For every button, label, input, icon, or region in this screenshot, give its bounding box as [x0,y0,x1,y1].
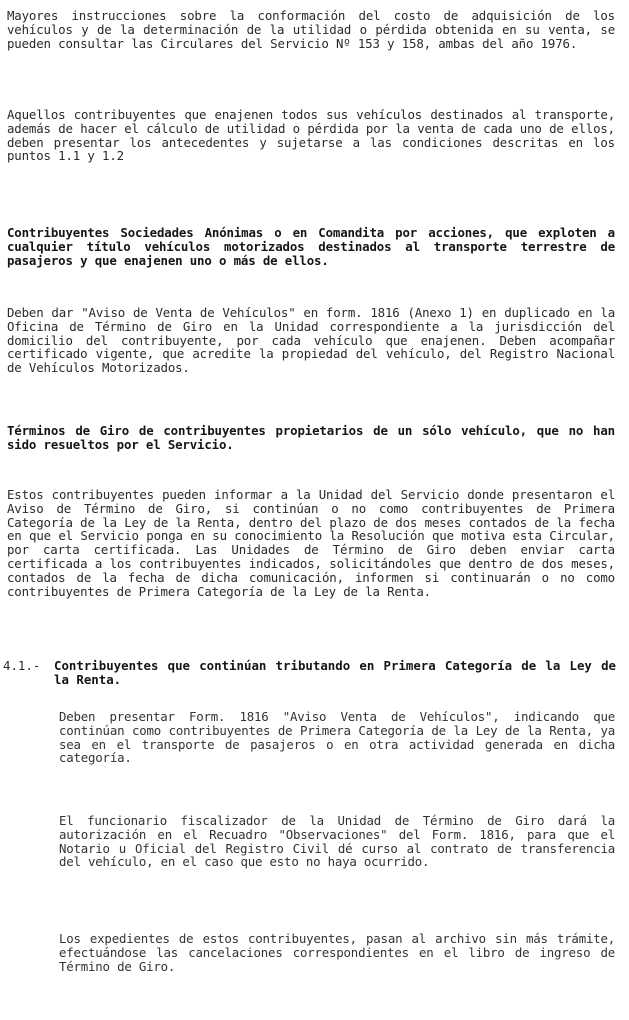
section-paragraph-funcionario-fiscalizador: El funcionario fiscalizador de la Unidad de Término de Giro dará la autorización en el Recuadro "Observaciones" del Form. 1816, para que el Notario u Oficial del Registro Civil dé curso al contrato de transferencia del vehículo, en el caso que esto no haya ocurrido. [59,813,615,870]
section-paragraph-form-1816: Deben presentar Form. 1816 "Aviso Venta de Vehículos", indicando que continúan como contribuyentes de Primera Categoría de la Ley de la Renta, ya sea en el transporte de pasajeros o en otra actividad generada en dicha categoría. [59,709,615,766]
paragraph-estos-contribuyentes: Estos contribuyentes pueden informar a la Unidad del Servicio donde presentaron el Aviso de Término de Giro, si continúan o no como contribuyentes de Primera Categoría de la Ley de la Renta, dentro del plazo de dos meses contados de la fecha en que el Servicio ponga en su conocimiento la Resolución que motiva esta Circular, por carta certificada. Las Unidades de Término de Giro deben enviar carta certificada a los contribuyentes indicados, solicitándoles que dentro de dos meses, contados de la fecha de dicha comunicación, informen si continuarán o no como contribuyentes de Primera Categoría de la Ley de la Renta. [7,487,615,599]
paragraph-costo-adquisicion: Mayores instrucciones sobre la conformación del costo de adquisición de los vehículos y de la determinación de la utilidad o pérdida obtenida en su venta, se pueden consultar las Circulares del Servicio Nº 153 y 158, ambas del año 1976. [7,8,615,51]
section-paragraph-expedientes: Los expedientes de estos contribuyentes, pasan al archivo sin más trámite, efectuándose las cancelaciones correspondientes en el libro de ingreso de Término de Giro. [59,931,615,974]
heading-sociedades-anonimas: Contribuyentes Sociedades Anónimas o en Comandita por acciones, que exploten a cualquier título vehículos motorizados destinados al transporte terrestre de pasajeros y que enajenen uno o más de ellos. [7,225,615,268]
paragraph-enajenacion-todos-vehiculos: Aquellos contribuyentes que enajenen todos sus vehículos destinados al transporte, además de hacer el cálculo de utilidad o pérdida por la venta de cada uno de ellos, deben presentar los antecedentes y sujetarse a las condiciones descritas en los puntos 1.1 y 1.2 [7,107,615,164]
section-number: 4.1.- [3,658,41,673]
heading-terminos-de-giro: Términos de Giro de contribuyentes propietarios de un sólo vehículo, que no han sido resueltos por el Servicio. [7,423,615,452]
section-title: Contribuyentes que continúan tributando en Primera Categoría de la Ley de la Renta. [54,658,616,687]
paragraph-aviso-venta-vehiculos: Deben dar "Aviso de Venta de Vehículos" en form. 1816 (Anexo 1) en duplicado en la Oficina de Término de Giro en la Unidad correspondiente a la jurisdicción del domicilio del contribuyente, por cada vehículo que enajenen. Deben acompañar certificado vigente, que acredite la propiedad del vehículo, del Registro Nacional de Vehículos Motorizados. [7,305,615,376]
